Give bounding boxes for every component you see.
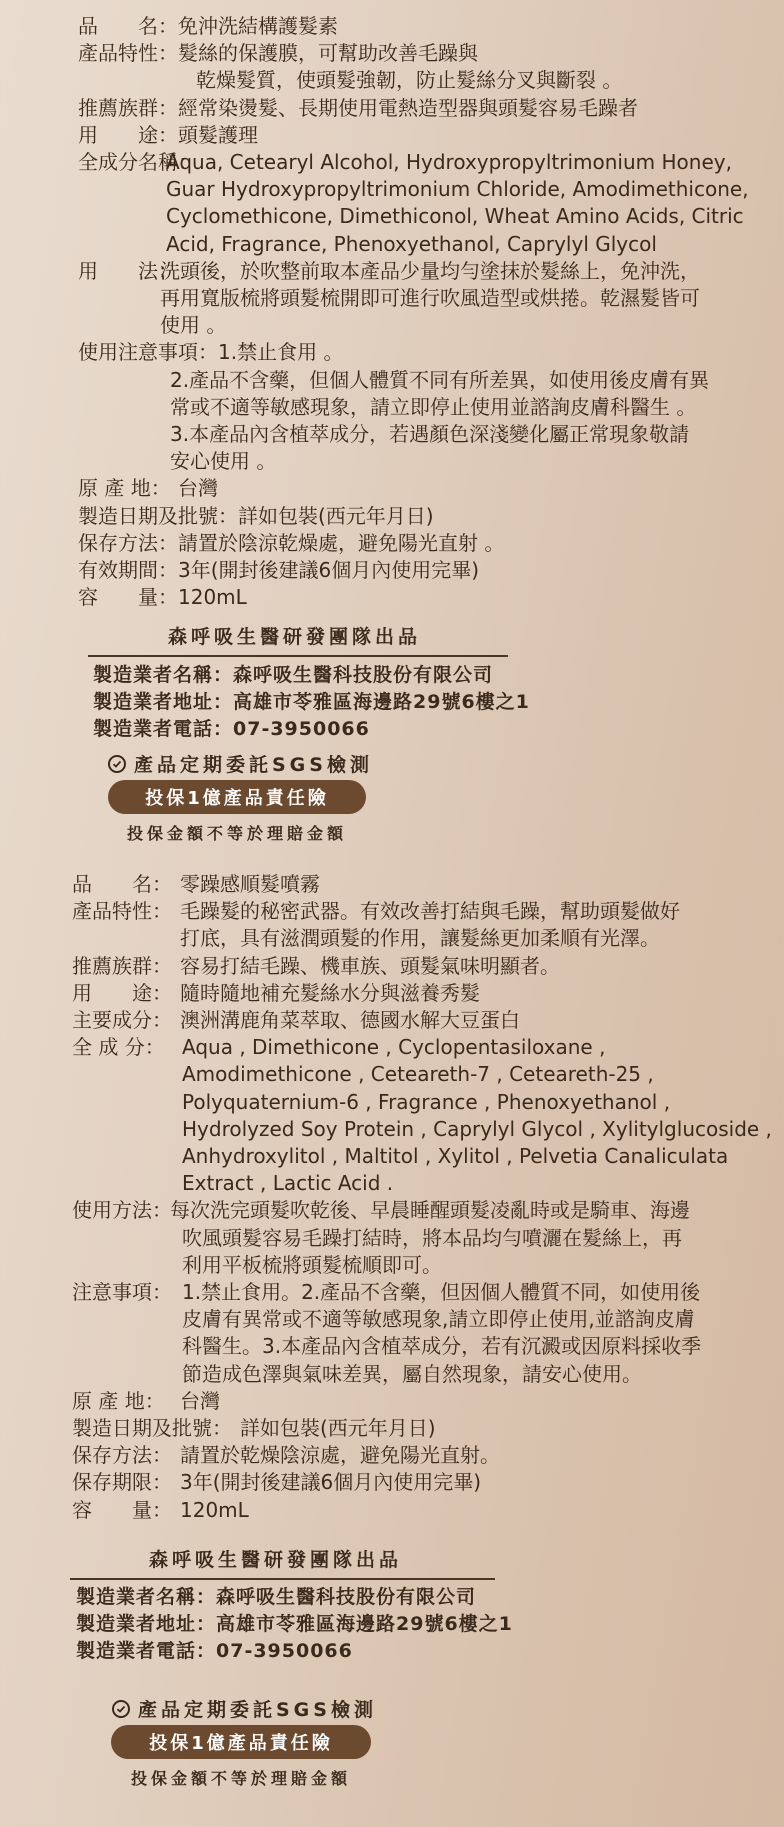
spec-label: 製造日期及批號： (78, 503, 238, 528)
sgs-notice (112, 1695, 377, 1722)
team-title: 森呼吸生醫研發團隊出品 (149, 1549, 403, 1571)
spec-label: 全成分名稱： (78, 150, 198, 174)
spec-label: 容 量： (78, 585, 178, 610)
spec-value: Acid, Fragrance, Phenoxyethanol, Caprylyl Glycol (166, 231, 657, 256)
spec-value: 零躁感順髮噴霧 (180, 872, 320, 896)
spec-value: Extract , Lactic Acid . (182, 1171, 394, 1196)
spec-value: 乾燥髮質，使頭髮強韌，防止髮絲分叉與斷裂 。 (196, 68, 623, 93)
spec-value: Hydrolyzed Soy Protein , Caprylyl Glycol , Xylitylglucoside , (182, 1116, 772, 1141)
spec-value: 隨時隨地補充髮絲水分與滋養秀髮 (180, 980, 480, 1005)
manufacturer-address: 製造業者地址：高雄市苓雅區海邊路29號6樓之1 (76, 1613, 513, 1635)
spec-value: 詳如包裝(西元年月日) (238, 503, 434, 528)
spec-value: 皮膚有異常或不適等敏感現象,請立即停止使用,並諮詢皮膚 (182, 1307, 695, 1332)
spec-label: 容 量： (72, 1497, 172, 1522)
spec-label: 品 名： (72, 872, 172, 896)
spec-value: 頭髮護理 (178, 122, 258, 147)
manufacturer-address: 製造業者地址：高雄市苓雅區海邊路29號6樓之1 (93, 691, 530, 713)
spec-label: 用 法： (78, 258, 178, 283)
spec-value: 利用平板梳將頭髮梳順即可。 (182, 1252, 442, 1277)
spec-value: 請置於陰涼乾燥處，避免陽光直射 。 (178, 530, 505, 555)
spec-value: 1.禁止食用。2.產品不含藥，但因個人體質不同，如使用後 (182, 1280, 701, 1304)
spec-value: 再用寬版梳將頭髮梳開即可進行吹風造型或烘捲。乾濕髮皆可 (160, 286, 700, 310)
spec-value: 1.禁止食用 。 (218, 340, 344, 365)
spec-value: 免沖洗結構護髮素 (178, 14, 338, 38)
spec-value: 詳如包裝(西元年月日) (240, 1416, 436, 1440)
spec-label: 產品特性： (78, 41, 178, 66)
spec-value: Polyquaternium-6 , Fragrance , Phenoxyethanol , (182, 1089, 671, 1114)
spec-value: Amodimethicone , Ceteareth-7 , Ceteareth-25 , (182, 1062, 654, 1087)
spec-value: 台灣 (178, 476, 218, 501)
spec-value: 澳洲溝鹿角菜萃取、德國水解大豆蛋白 (180, 1008, 520, 1032)
spec-label: 製造日期及批號： (72, 1416, 232, 1440)
insurance-badge: 投保1億產品責任險 (111, 1725, 371, 1759)
check-circle-icon (108, 755, 126, 773)
spec-label: 有效期間： (78, 558, 178, 582)
spec-value: 髮絲的保護膜，可幫助改善毛躁與 (178, 41, 478, 66)
spec-value: 經常染燙髮、長期使用電熱造型器與頭髮容易毛躁者 (178, 95, 638, 120)
spec-value: 120mL (178, 585, 247, 610)
manufacturer-name: 製造業者名稱：森呼吸生醫科技股份有限公司 (93, 664, 494, 686)
spec-label: 品 名： (78, 14, 178, 38)
spec-value: 使用 。 (160, 313, 227, 338)
insurance-note: 投保金額不等於理賠金額 (127, 824, 348, 843)
spec-value: 120mL (180, 1497, 249, 1522)
spec-value: 節造成色澤與氣味差異，屬自然現象，請安心使用。 (182, 1361, 642, 1386)
spec-value: 科醫生。3.本產品內含植萃成分，若有沉澱或因原料採收季 (182, 1334, 702, 1359)
sgs-label: 產品定期委託SGS檢測 (134, 754, 373, 776)
spec-value: 常或不適等敏感現象，請立即停止使用並諮詢皮膚科醫生 。 (170, 394, 697, 419)
spec-value: Aqua , Dimethicone , Cyclopentasiloxane , (182, 1035, 606, 1060)
manufacturer-phone: 製造業者電話：07-3950066 (76, 1640, 353, 1662)
spec-value: Cyclomethicone, Dimethiconol, Wheat Amino Acids, Citric (166, 204, 744, 229)
spec-value: 3.本產品內含植萃成分，若遇顏色深淺變化屬正常現象敬請 (170, 422, 690, 446)
team-title: 森呼吸生醫研發團隊出品 (168, 626, 422, 648)
spec-label: 保存期限： (72, 1470, 172, 1495)
spec-label: 原 產 地： (72, 1388, 165, 1413)
spec-value: Aqua, Cetearyl Alcohol, Hydroxypropyltrimonium Honey, (166, 150, 732, 174)
divider (88, 655, 508, 657)
spec-value: 每次洗完頭髮吹乾後、早晨睡醒頭髮凌亂時或是騎車、海邊 (170, 1198, 690, 1223)
spec-label: 推薦族群： (78, 95, 178, 120)
spec-value: 毛躁髮的秘密武器。有效改善打結與毛躁，幫助頭髮做好 (180, 899, 680, 924)
spec-label: 保存方法： (72, 1443, 172, 1468)
spec-value: 3年(開封後建議6個月內使用完畢) (180, 1470, 482, 1495)
spec-label: 原 產 地： (78, 476, 171, 501)
spec-value: 3年(開封後建議6個月內使用完畢) (178, 558, 480, 582)
spec-label: 使用方法： (72, 1198, 172, 1223)
check-circle-icon (112, 1700, 130, 1718)
spec-label: 保存方法： (78, 530, 178, 555)
spec-label: 用 途： (72, 980, 172, 1005)
spec-label: 使用注意事項： (78, 340, 218, 365)
spec-label: 用 途： (78, 122, 178, 147)
spec-value: 2.產品不含藥，但個人體質不同有所差異，如使用後皮膚有異 (170, 367, 710, 392)
sgs-label: 產品定期委託SGS檢測 (138, 1699, 377, 1721)
divider (70, 1578, 495, 1580)
spec-label: 注意事項： (72, 1280, 172, 1304)
sgs-notice (108, 750, 373, 777)
spec-label: 全 成 分： (72, 1035, 165, 1060)
spec-label: 產品特性： (72, 899, 172, 924)
spec-value: 台灣 (180, 1388, 220, 1413)
spec-value: 洗頭後，於吹整前取本產品少量均勻塗抹於髮絲上，免沖洗， (160, 258, 700, 283)
spec-value: 安心使用 。 (170, 449, 277, 474)
spec-value: Guar Hydroxypropyltrimonium Chloride, Amodimethicone, (166, 177, 749, 202)
insurance-badge: 投保1億產品責任險 (108, 780, 366, 814)
insurance-note: 投保金額不等於理賠金額 (131, 1769, 352, 1788)
spec-value: 請置於乾燥陰涼處，避免陽光直射。 (180, 1443, 500, 1468)
manufacturer-name: 製造業者名稱：森呼吸生醫科技股份有限公司 (76, 1586, 477, 1608)
manufacturer-phone: 製造業者電話：07-3950066 (93, 718, 370, 740)
spec-value: 吹風頭髮容易毛躁打結時，將本品均勻噴灑在髮絲上，再 (182, 1225, 682, 1250)
spec-value: 容易打結毛躁、機車族、頭髮氣味明顯者。 (180, 953, 560, 978)
spec-value: 打底，具有滋潤頭髮的作用，讓髮絲更加柔順有光澤。 (180, 926, 660, 951)
spec-value: Anhydroxylitol , Maltitol , Xylitol , Pelvetia Canaliculata (182, 1144, 729, 1168)
spec-label: 推薦族群： (72, 953, 172, 978)
spec-label: 主要成分： (72, 1008, 172, 1032)
